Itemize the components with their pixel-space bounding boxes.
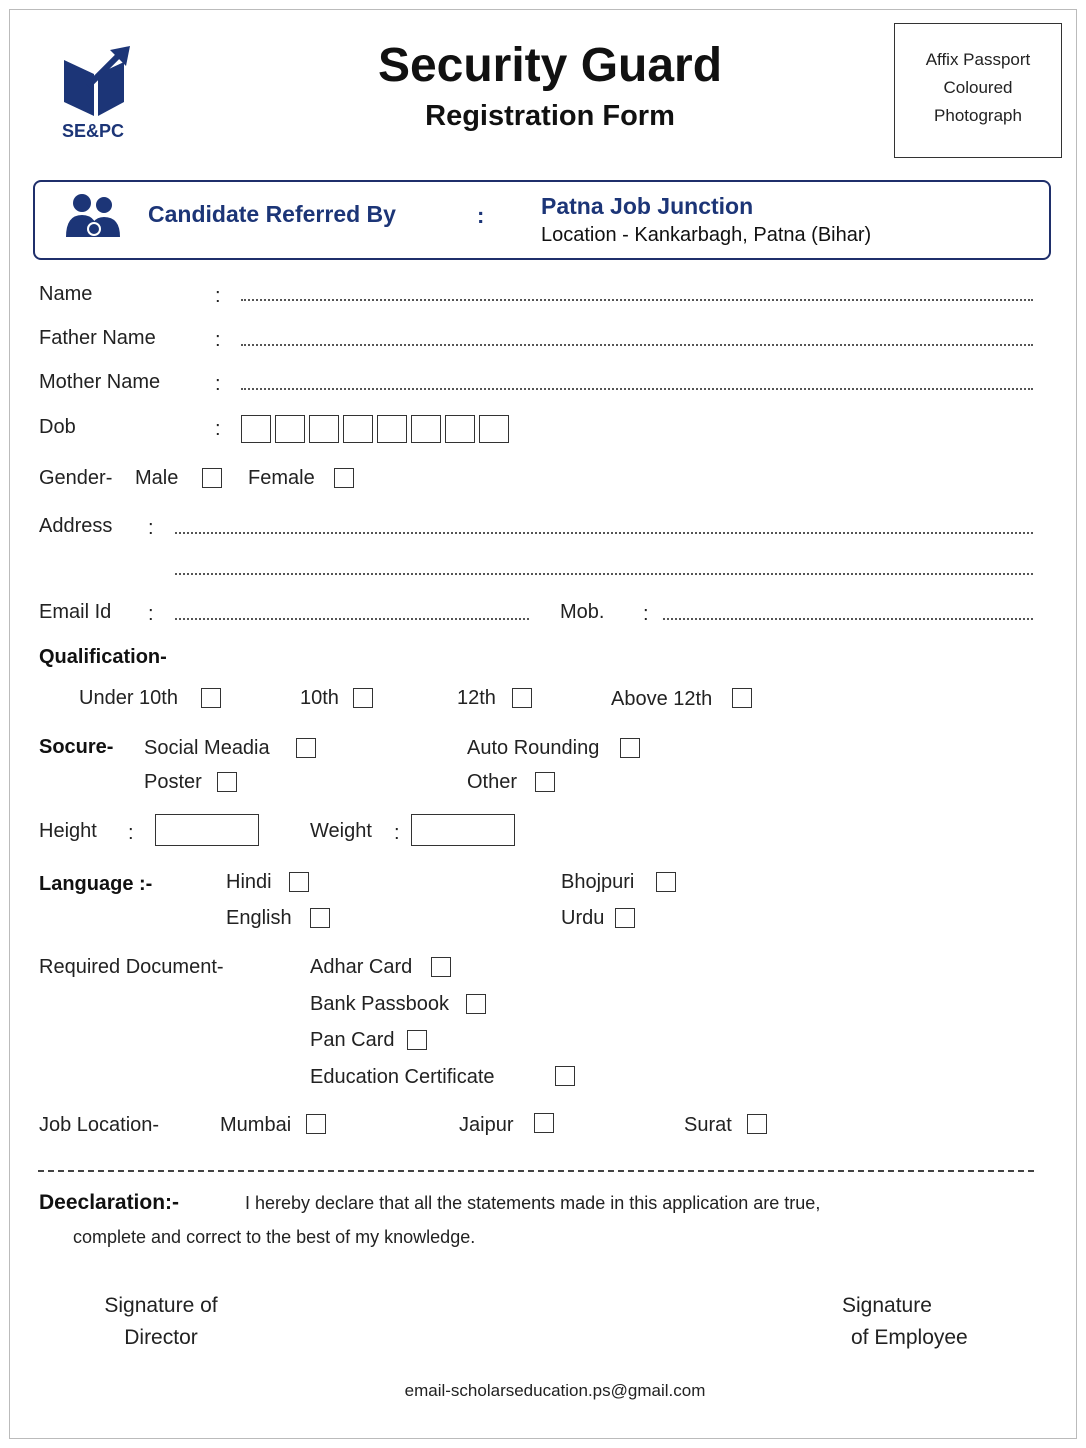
declaration-label: Deeclaration:- bbox=[39, 1191, 180, 1214]
job-location-option-label: Surat bbox=[684, 1114, 732, 1136]
employee-signature bbox=[822, 1290, 992, 1354]
qualification-10th-checkbox[interactable] bbox=[353, 688, 373, 708]
referral-name: Patna Job Junction bbox=[541, 193, 754, 219]
source-other-checkbox[interactable] bbox=[535, 772, 555, 792]
logo-text: SE&PC bbox=[62, 121, 125, 141]
qualification-option-label: 12th bbox=[457, 687, 496, 709]
weight-colon: : bbox=[394, 822, 400, 844]
email-label: Email Id bbox=[39, 601, 112, 623]
dob-digit-box[interactable] bbox=[241, 415, 271, 443]
mother-name-field[interactable] bbox=[241, 388, 1033, 390]
source-auto-rounding-checkbox[interactable] bbox=[620, 738, 640, 758]
qualification-under-10th-checkbox[interactable] bbox=[201, 688, 221, 708]
source-option-label: Poster bbox=[144, 771, 202, 793]
dob-digit-box[interactable] bbox=[411, 415, 441, 443]
gender-label: Gender- bbox=[39, 467, 113, 489]
qualification-12th-checkbox[interactable] bbox=[512, 688, 532, 708]
source-label: Socure- bbox=[39, 736, 114, 758]
dob-colon: : bbox=[215, 418, 221, 440]
source-option-label: Other bbox=[467, 771, 518, 793]
source-poster-checkbox[interactable] bbox=[217, 772, 237, 792]
document-option-label: Pan Card bbox=[310, 1029, 395, 1051]
language-option-label: Hindi bbox=[226, 871, 272, 893]
form-subtitle: Registration Form bbox=[425, 100, 675, 132]
job-location-surat-checkbox[interactable] bbox=[747, 1114, 767, 1134]
section-divider bbox=[38, 1170, 1034, 1172]
dob-digit-box[interactable] bbox=[377, 415, 407, 443]
gender-male-checkbox[interactable] bbox=[202, 468, 222, 488]
form-title: Security Guard bbox=[377, 39, 723, 92]
name-field[interactable] bbox=[241, 299, 1033, 301]
qualification-option-label: Above 12th bbox=[611, 688, 713, 710]
photo-box-line: Coloured bbox=[943, 78, 1013, 97]
photo-box-line: Photograph bbox=[934, 106, 1022, 125]
director-signature-line: Signature of bbox=[104, 1294, 218, 1317]
source-option-label: Social Meadia bbox=[144, 737, 270, 759]
declaration-text-line-1: I hereby declare that all the statements made in this application are true, bbox=[245, 1193, 821, 1213]
father-name-field[interactable] bbox=[241, 344, 1033, 346]
employee-signature-line: Signature bbox=[842, 1294, 932, 1317]
job-location-option-label: Mumbai bbox=[220, 1114, 292, 1136]
weight-input[interactable] bbox=[411, 814, 515, 846]
director-signature bbox=[76, 1290, 246, 1354]
language-option-label: English bbox=[226, 907, 292, 929]
weight-label: Weight bbox=[310, 820, 372, 842]
language-hindi-checkbox[interactable] bbox=[289, 872, 309, 892]
document-adhar-card-checkbox[interactable] bbox=[431, 957, 451, 977]
document-option-label: Education Certificate bbox=[310, 1066, 495, 1088]
people-icon bbox=[64, 193, 122, 241]
dob-digit-box[interactable] bbox=[275, 415, 305, 443]
mother-name-colon: : bbox=[215, 373, 221, 395]
dob-label: Dob bbox=[39, 416, 76, 438]
document-option-label: Adhar Card bbox=[310, 956, 413, 978]
director-signature-line: Director bbox=[124, 1326, 198, 1349]
photo-box[interactable] bbox=[894, 23, 1062, 158]
footer-email: email-scholarseducation.ps@gmail.com bbox=[404, 1381, 706, 1400]
dob-digit-box[interactable] bbox=[343, 415, 373, 443]
language-english-checkbox[interactable] bbox=[310, 908, 330, 928]
language-option-label: Urdu bbox=[561, 907, 605, 929]
address-colon: : bbox=[148, 517, 154, 539]
name-label: Name bbox=[39, 283, 93, 305]
declaration-text-line-2: complete and correct to the best of my knowledge. bbox=[73, 1227, 476, 1247]
address-label: Address bbox=[39, 515, 113, 537]
language-bhojpuri-checkbox[interactable] bbox=[656, 872, 676, 892]
gender-female-checkbox[interactable] bbox=[334, 468, 354, 488]
qualification-option-label: Under 10th bbox=[79, 687, 178, 709]
qualification-option-label: 10th bbox=[300, 687, 339, 709]
dob-boxes bbox=[241, 415, 513, 443]
job-location-mumbai-checkbox[interactable] bbox=[306, 1114, 326, 1134]
language-urdu-checkbox[interactable] bbox=[615, 908, 635, 928]
job-location-jaipur-checkbox[interactable] bbox=[534, 1113, 554, 1133]
job-location-option-label: Jaipur bbox=[459, 1114, 514, 1136]
father-name-label: Father Name bbox=[39, 327, 156, 349]
qualification-label: Qualification- bbox=[39, 646, 167, 668]
document-pan-card-checkbox[interactable] bbox=[407, 1030, 427, 1050]
address-field-line-1[interactable] bbox=[175, 532, 1033, 534]
email-colon: : bbox=[148, 603, 154, 625]
referral-colon: : bbox=[477, 203, 485, 228]
document-option-label: Bank Passbook bbox=[310, 993, 449, 1015]
mob-label: Mob. bbox=[560, 601, 605, 623]
language-label: Language :- bbox=[39, 873, 153, 895]
mother-name-label: Mother Name bbox=[39, 371, 161, 393]
address-field-line-2[interactable] bbox=[175, 573, 1033, 575]
referral-location: Location - Kankarbagh, Patna (Bihar) bbox=[541, 224, 872, 246]
documents-label: Required Document- bbox=[39, 956, 224, 978]
language-option-label: Bhojpuri bbox=[561, 871, 635, 893]
employee-signature-line: of Employee bbox=[851, 1326, 968, 1349]
height-label: Height bbox=[39, 820, 97, 842]
height-input[interactable] bbox=[155, 814, 259, 846]
dob-digit-box[interactable] bbox=[445, 415, 475, 443]
name-colon: : bbox=[215, 285, 221, 307]
father-name-colon: : bbox=[215, 329, 221, 351]
source-social-media-checkbox[interactable] bbox=[296, 738, 316, 758]
document-bank-passbook-checkbox[interactable] bbox=[466, 994, 486, 1014]
job-location-label: Job Location- bbox=[39, 1114, 160, 1136]
email-field[interactable] bbox=[175, 618, 529, 620]
source-option-label: Auto Rounding bbox=[467, 737, 600, 759]
document-education-certificate-checkbox[interactable] bbox=[555, 1066, 575, 1086]
dob-digit-box[interactable] bbox=[479, 415, 509, 443]
referral-label: Candidate Referred By bbox=[148, 201, 396, 227]
photo-box-line: Affix Passport bbox=[925, 50, 1031, 69]
gender-female-label: Female bbox=[248, 467, 315, 489]
qualification-above-12th-checkbox[interactable] bbox=[732, 688, 752, 708]
height-colon: : bbox=[128, 822, 134, 844]
mob-field[interactable] bbox=[663, 618, 1033, 620]
dob-digit-box[interactable] bbox=[309, 415, 339, 443]
mob-colon: : bbox=[643, 603, 649, 625]
gender-male-label: Male bbox=[135, 467, 179, 489]
